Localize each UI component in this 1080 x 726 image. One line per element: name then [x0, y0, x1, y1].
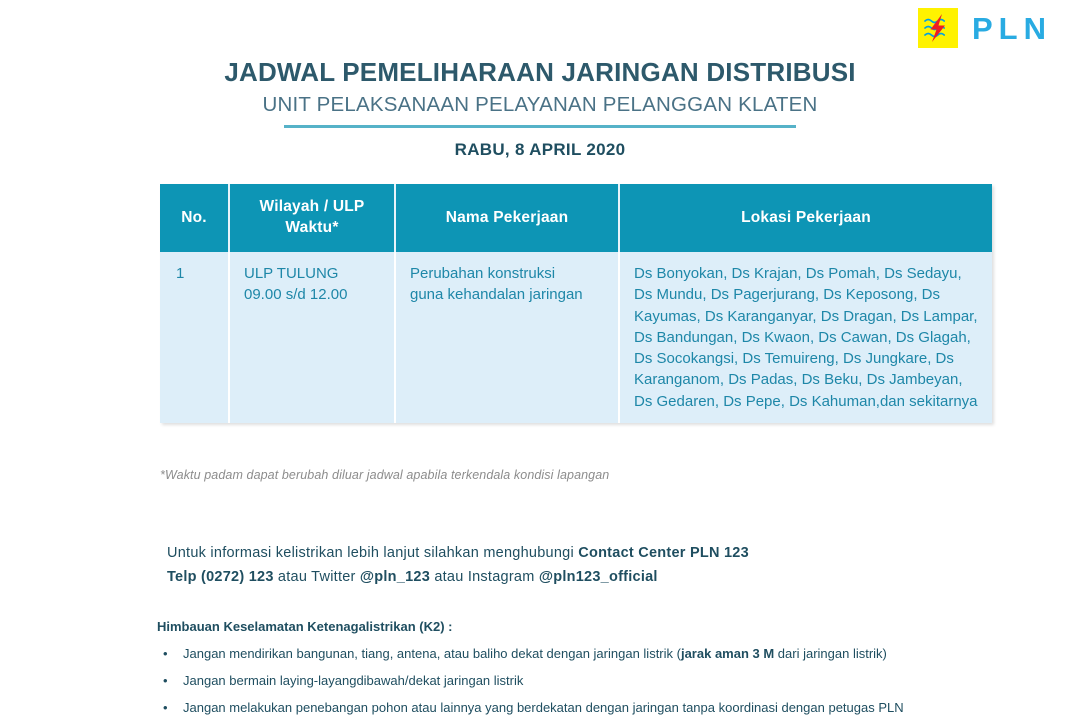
- contact-twitter-handle: @pln_123: [359, 568, 431, 585]
- maintenance-schedule-table: [160, 184, 992, 423]
- column-header-wilayah-ulp: [230, 184, 396, 252]
- contact-phone: Telp (0272) 123: [167, 568, 274, 585]
- contact-instagram-prefix: atau Instagram: [430, 568, 539, 585]
- cell-row-number: 1: [160, 252, 230, 423]
- title-divider: [284, 125, 796, 128]
- contact-line1-text: Untuk informasi kelistrikan lebih lanjut silahkan menghubungi: [167, 545, 579, 561]
- safety-notice-list: [157, 644, 904, 718]
- column-header-wilayah-line1: Wilayah / ULP: [259, 198, 365, 216]
- cell-wilayah-ulp: [230, 252, 396, 423]
- column-header-nama-pekerjaan: Nama Pekerjaan: [396, 184, 620, 252]
- page-subtitle: UNIT PELAKSANAAN PELAYANAN PELANGGAN KLATEN: [262, 92, 818, 116]
- safety-item-text-before: Jangan melakukan penebangan pohon atau lainnya yang berdekatan dengan jaringan tanpa koordinasi dengan petugas PLN: [183, 700, 904, 716]
- cell-nama-pekerjaan: [396, 252, 620, 423]
- safety-item-text-before: Jangan mendirikan bangunan, tiang, antena, atau baliho dekat dengan jaringan listrik (: [183, 646, 681, 662]
- brand-logo-bar: [918, 8, 1052, 48]
- cell-lokasi-pekerjaan: Ds Bonyokan, Ds Krajan, Ds Pomah, Ds Sedayu, Ds Mundu, Ds Pagerjurang, Ds Keposong, Ds Kayumas, Ds Karanganyar, Ds Dragan, Ds Lampar, Ds Bandungan, Ds Kwaon, Ds Cawan, Ds Glagah, Ds Socokangsi, Ds Temuireng, Ds Jungkare, Ds Karanganom, Ds Padas, Ds Beku, Ds Jambeyan, Ds Gedaren, Ds Pepe, Ds Kahuman,dan sekitarnya: [620, 252, 992, 423]
- cell-pekerjaan-line1: Perubahan konstruksi: [410, 265, 556, 282]
- safety-item-text-bold: jarak aman 3 M: [680, 646, 775, 662]
- column-header-wilayah-line2: Waktu*: [285, 219, 339, 236]
- table-body: [160, 252, 992, 423]
- page-title-block: [0, 58, 1080, 128]
- bullet-icon: •: [163, 700, 168, 716]
- bullet-icon: •: [163, 673, 168, 689]
- cell-ulp-name: ULP TULUNG: [244, 265, 339, 282]
- page-title: JADWAL PEMELIHARAAN JARINGAN DISTRIBUSI: [224, 57, 856, 87]
- column-header-no: No.: [160, 184, 230, 252]
- column-header-lokasi-pekerjaan: Lokasi Pekerjaan: [620, 184, 992, 252]
- schedule-footnote: *Waktu padam dapat berubah diluar jadwal apabila terkendala kondisi lapangan: [160, 468, 610, 482]
- bullet-icon: •: [163, 646, 168, 662]
- table-header-row: [160, 184, 992, 252]
- contact-center-label: Contact Center PLN 123: [578, 545, 749, 561]
- contact-line-1: [167, 542, 749, 566]
- list-item: [157, 671, 904, 691]
- pln-wordmark: PLN: [972, 10, 1052, 46]
- list-item: [157, 644, 904, 664]
- cell-pekerjaan-line2: guna kehandalan jaringan: [410, 286, 583, 304]
- list-item: [157, 698, 904, 718]
- safety-notice-block: [157, 617, 904, 726]
- table-row: [160, 252, 992, 423]
- contact-instagram-handle: @pln123_official: [538, 568, 658, 585]
- schedule-date: RABU, 8 APRIL 2020: [454, 140, 626, 159]
- contact-line-2: [167, 566, 749, 590]
- pln-lightning-logo-icon: [918, 8, 958, 48]
- safety-item-text-before: Jangan bermain laying-layangdibawah/dekat jaringan listrik: [183, 673, 524, 689]
- table-header: [160, 184, 992, 252]
- cell-ulp-time: 09.00 s/d 12.00: [244, 286, 348, 304]
- safety-item-text-after: dari jaringan listrik): [774, 646, 887, 662]
- contact-info-block: [167, 542, 749, 590]
- safety-notice-title: Himbauan Keselamatan Ketenagalistrikan (K2) :: [157, 619, 453, 634]
- contact-twitter-prefix: atau Twitter: [273, 568, 360, 585]
